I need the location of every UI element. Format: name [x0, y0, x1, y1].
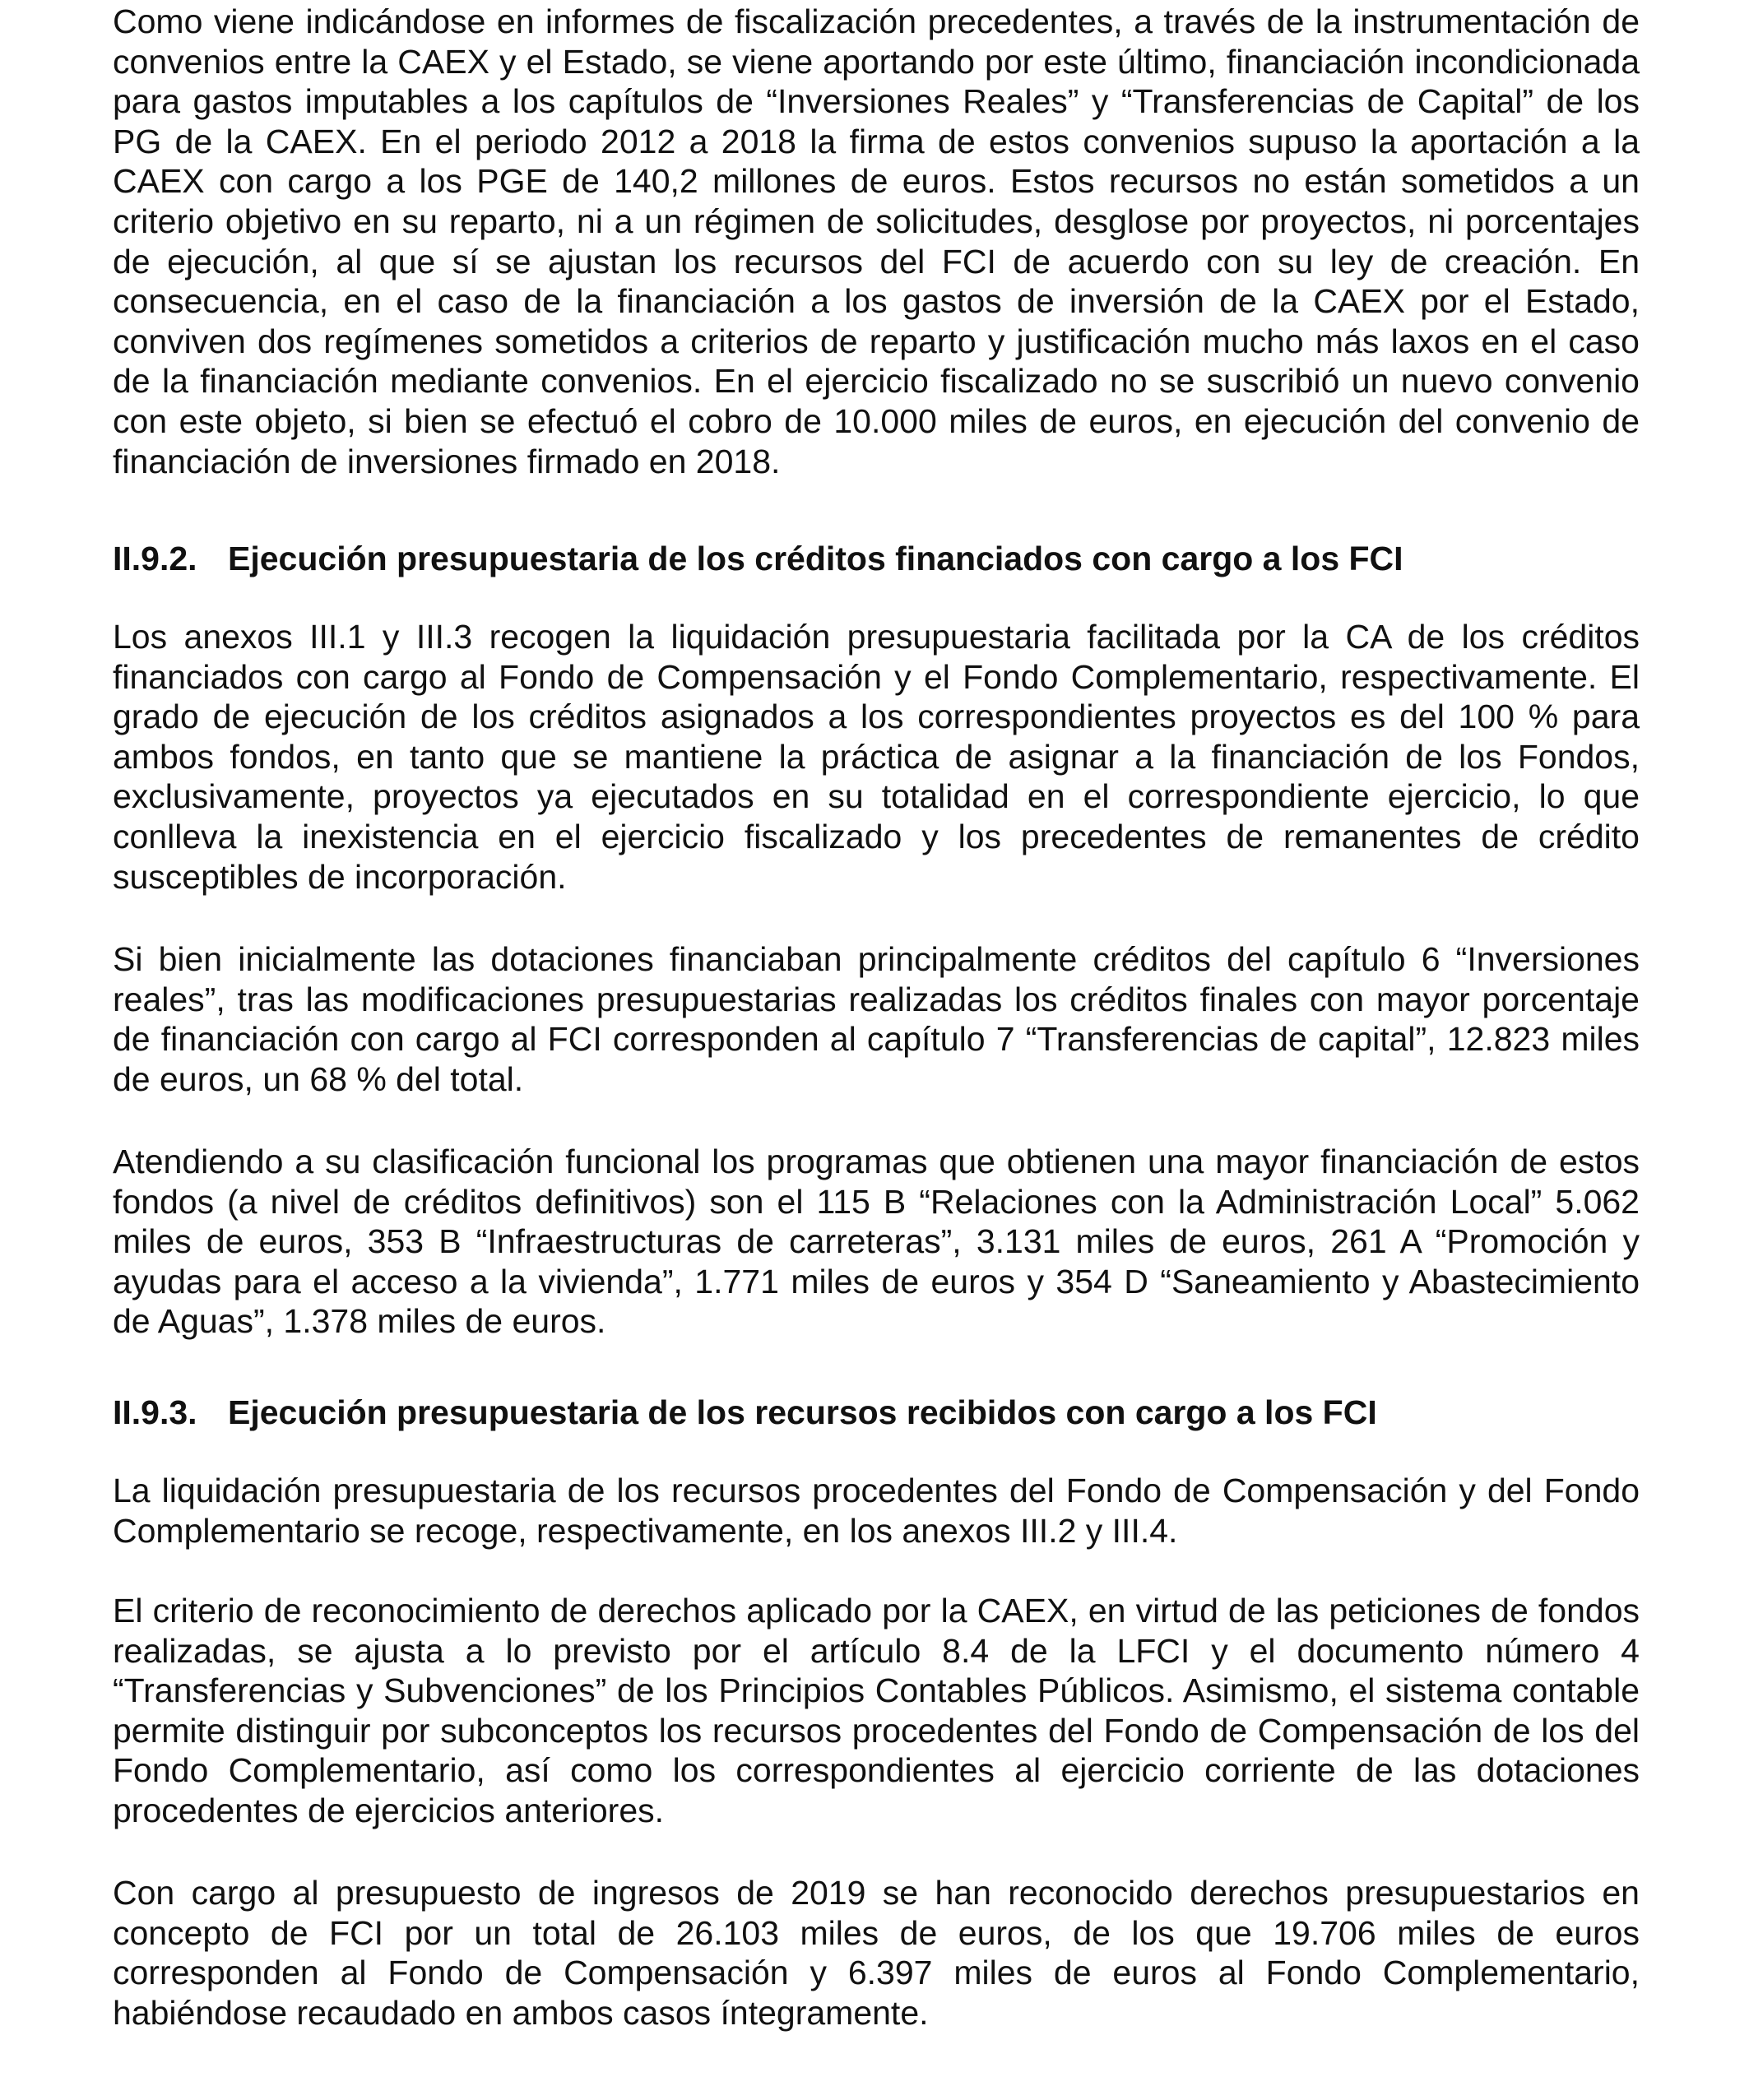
paragraph-presupuesto-ingresos: Con cargo al presupuesto de ingresos de 2019 se han reconocido derechos presupuestarios en concepto de FCI por un total de 26.103 miles de euros, de los que 19.706 miles de euros corresponden al Fondo de Compensación y 6.397 miles de euros al Fondo Complementario, habiéndose recaudado en ambos casos íntegramente. — [113, 1874, 1640, 2032]
paragraph-criterio-reconocimiento: El criterio de reconocimiento de derechos aplicado por la CAEX, en virtud de las peticiones de fondos realizadas, se ajusta a lo previsto por el artículo 8.4 de la LFCI y el documento número 4 “Transferencias y Subvenciones” de los Principios Contables Públicos. Asimismo, el sistema contable permite distinguir por subconceptos los recursos procedentes del Fondo de Compensación de los del Fondo Complementario, así como los correspondientes al ejercicio corriente de las dotaciones procedentes de ejercicios anteriores. — [113, 1592, 1640, 1829]
section-heading-ii-9-3 — [113, 1393, 1640, 1432]
section-number: II.9.2. — [113, 540, 197, 577]
paragraph-liquidacion-recursos: La liquidación presupuestaria de los recursos procedentes del Fondo de Compensación y del Fondo Complementario se recoge, respectivamente, en los anexos III.2 y III.4. — [113, 1472, 1640, 1550]
section-number: II.9.3. — [113, 1393, 197, 1431]
section-heading-ii-9-2 — [113, 539, 1640, 578]
section-title: Ejecución presupuestaria de los recursos recibidos con cargo a los FCI — [228, 1393, 1377, 1431]
paragraph-anexos-liquidacion: Los anexos III.1 y III.3 recogen la liquidación presupuestaria facilitada por la CA de los créditos financiados con cargo al Fondo de Compensación y el Fondo Complementario, respectivamente. El grado de ejecución de los créditos asignados a los correspondientes proyectos es del 100 % para ambos fondos, en tanto que se mantiene la práctica de asignar a la financiación de los Fondos, exclusivamente, proyectos ya ejecutados en su totalidad en el correspondiente ejercicio, lo que conlleva la inexistencia en el ejercicio fiscalizado y los precedentes de remanentes de crédito susceptibles de incorporación. — [113, 618, 1640, 896]
paragraph-dotaciones: Si bien inicialmente las dotaciones financiaban principalmente créditos del capítulo 6 “Inversiones reales”, tras las modificaciones presupuestarias realizadas los créditos finales con mayor porcentaje de financiación con cargo al FCI corresponden al capítulo 7 “Transferencias de capital”, 12.823 miles de euros, un 68 % del total. — [113, 940, 1640, 1098]
section-title: Ejecución presupuestaria de los créditos financiados con cargo a los FCI — [228, 540, 1403, 577]
paragraph-convenios: Como viene indicándose en informes de fiscalización precedentes, a través de la instrumentación de convenios entre la CAEX y el Estado, se viene aportando por este último, financiación incondicionada para gastos imputables a los capítulos de “Inversiones Reales” y “Transferencias de Capital” de los PG de la CAEX. En el periodo 2012 a 2018 la firma de estos convenios supuso la aportación a la CAEX con cargo a los PGE de 140,2 millones de euros. Estos recursos no están sometidos a un criterio objetivo en su reparto, ni a un régimen de solicitudes, desglose por proyectos, ni porcentajes de ejecución, al que sí se ajustan los recursos del FCI de acuerdo con su ley de creación. En consecuencia, en el caso de la financiación a los gastos de inversión de la CAEX por el Estado, conviven dos regímenes sometidos a criterios de reparto y justificación mucho más laxos en el caso de la financiación mediante convenios. En el ejercicio fiscalizado no se suscribió un nuevo convenio con este objeto, si bien se efectuó el cobro de 10.000 miles de euros, en ejecución del convenio de financiación de inversiones firmado en 2018. — [113, 2, 1640, 480]
paragraph-clasificacion-funcional: Atendiendo a su clasificación funcional los programas que obtienen una mayor financiación de estos fondos (a nivel de créditos definitivos) son el 115 B “Relaciones con la Administración Local” 5.062 miles de euros, 353 B “Infraestructuras de carreteras”, 3.131 miles de euros, 261 A “Promoción y ayudas para el acceso a la vivienda”, 1.771 miles de euros y 354 D “Saneamiento y Abastecimiento de Aguas”, 1.378 miles de euros. — [113, 1143, 1640, 1341]
